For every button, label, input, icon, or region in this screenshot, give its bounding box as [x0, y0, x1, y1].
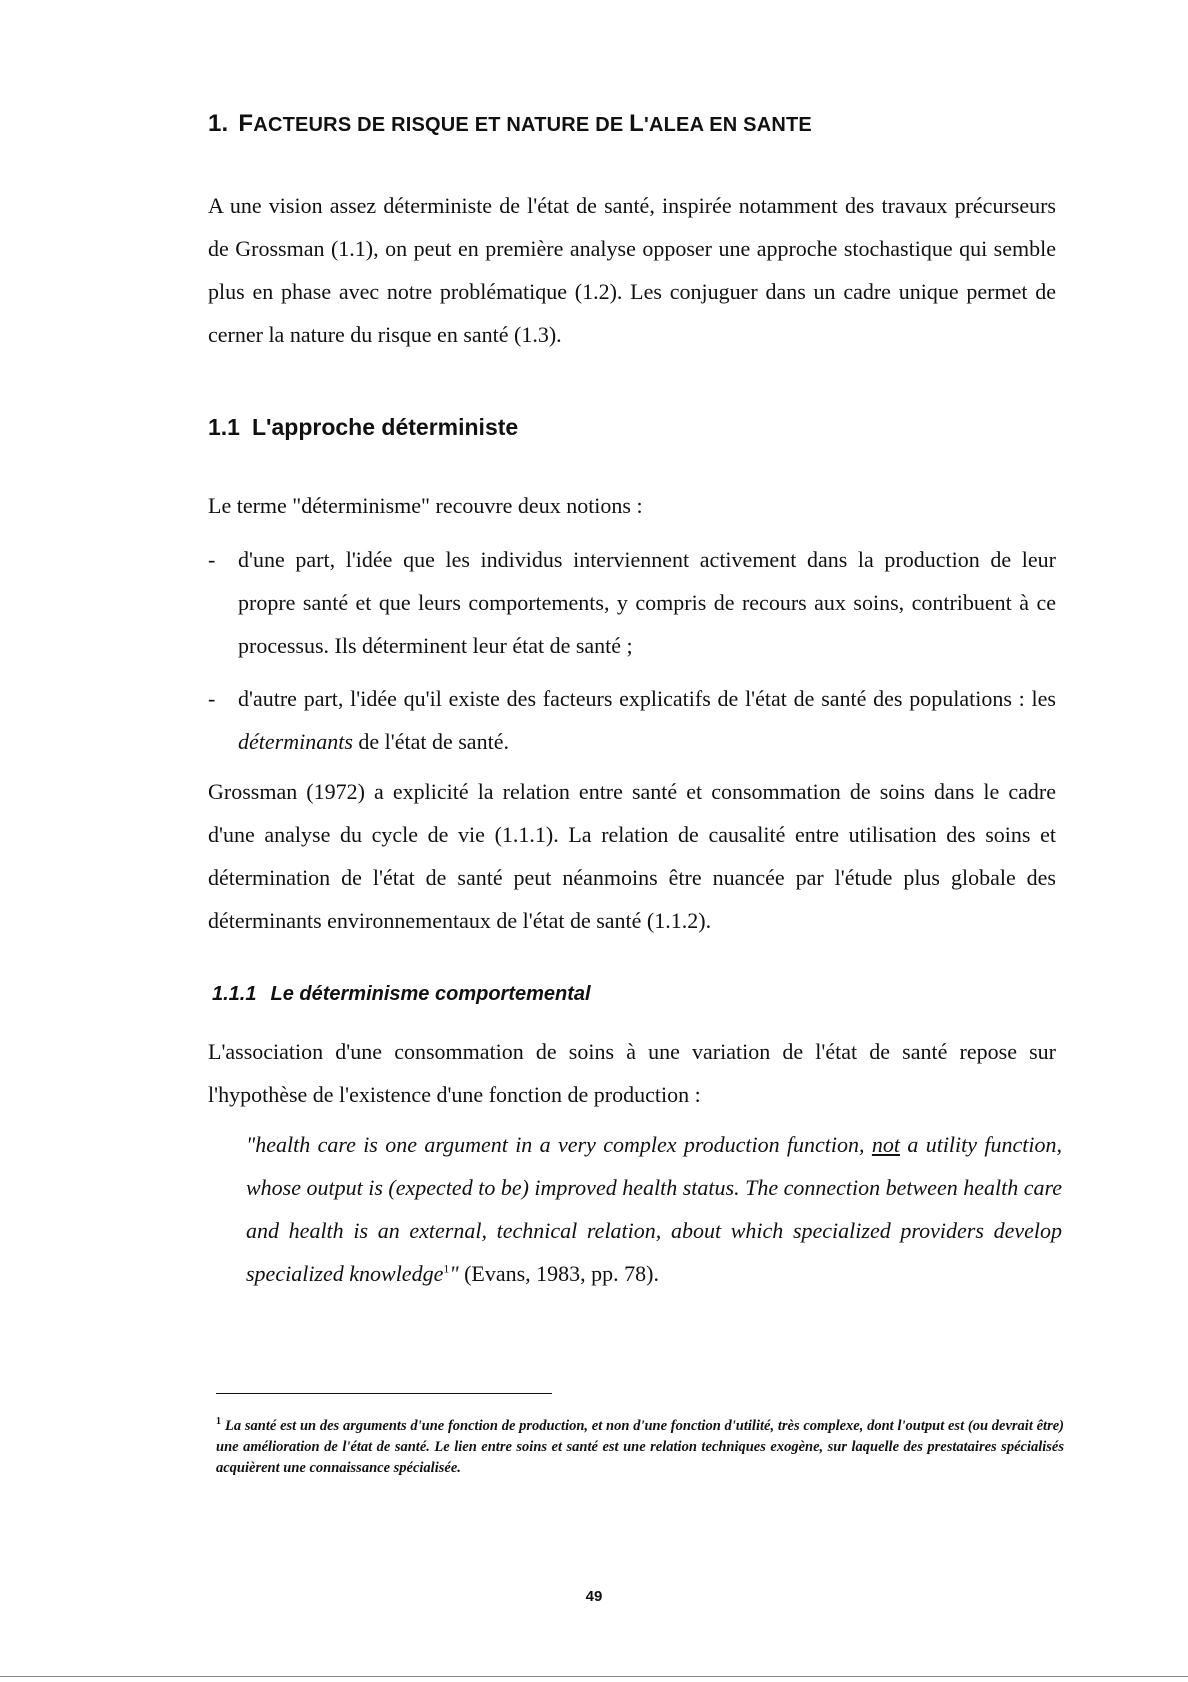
section-heading	[208, 110, 812, 138]
bullet-text-part: d'autre part, l'idée qu'il existe des facteurs explicatifs de l'état de santé des populations : les	[238, 686, 1056, 711]
emphasis-term: déterminants	[238, 729, 353, 754]
subsection-title: L'approche déterministe	[251, 414, 519, 440]
definition-intro: Le terme "déterminisme" recouvre deux notions :	[208, 493, 643, 518]
quote-citation: (Evans, 1983, pp. 78).	[458, 1261, 660, 1286]
subsection-heading	[208, 414, 518, 441]
section-title-initial: F	[238, 110, 254, 137]
quote-text: a utility function, whose output is (expected to be) improved health status. The connection between health care and health is an external, technical relation, about which specialized providers develop specialized knowledge	[246, 1132, 1062, 1286]
intro-paragraph: A une vision assez déterministe de l'état de santé, inspirée notamment des travaux précurseurs de Grossman (1.1), on peut en première analyse opposer une approche stochastique qui semble plus en phase avec notre problématique (1.2). Les conjuguer dans un cadre unique permet de cerner la nature du risque en santé (1.3).	[208, 193, 1056, 347]
subsubsection-number: 1.1.1	[212, 983, 257, 1005]
footnote	[216, 1416, 1064, 1479]
bullet-item-2	[208, 677, 1056, 763]
footnote-marker: 1	[216, 1416, 221, 1428]
footnote-text: La santé est un des arguments d'une fonction de production, et non d'une fonction d'utilité, très complexe, dont l'output est (ou devrait être) une amélioration de l'état de santé. Le lien entre soins et santé est une relation techniques exogène, sur laquelle des prestataires spécialisés acquièrent une connaissance spécialisée.	[216, 1418, 1064, 1476]
page-bottom-rule	[0, 1676, 1188, 1677]
section-title-rest-2: 'ALEA EN SANTE	[644, 114, 812, 136]
bullet-text-part: de l'état de santé.	[352, 729, 509, 754]
subsubsection-title: Le déterminisme comportemental	[270, 983, 591, 1005]
bullet-item-1	[208, 538, 1056, 667]
footnote-reference: 1	[443, 1261, 450, 1276]
page-number: 49	[585, 1588, 603, 1605]
section-number: 1.	[208, 110, 229, 137]
section-title-rest: ACTEURS DE RISQUE ET NATURE DE	[253, 114, 630, 136]
bullet-text: d'une part, l'idée que les individus interviennent activement dans la production de leur propre santé et que leurs comportements, y compris de recours aux soins, contribuent à ce processus. Ils déterminent leur état de santé ;	[238, 547, 1056, 658]
footnote-divider	[216, 1393, 552, 1394]
section-title-initial-2: L	[629, 110, 645, 137]
quote-underlined: not	[871, 1132, 901, 1157]
quote-text: "health care is one argument in a very complex production function,	[246, 1132, 872, 1157]
bullet-dash: -	[208, 547, 216, 572]
bullet-text	[238, 677, 1056, 763]
grossman-paragraph: Grossman (1972) a explicité la relation entre santé et consommation de soins dans le cadre d'une analyse du cycle de vie (1.1.1). La relation de causalité entre utilisation des soins et détermination de l'état de santé peut néanmoins être nuancée par l'étude plus globale des déterminants environnementaux de l'état de santé (1.1.2).	[208, 779, 1056, 933]
association-paragraph: L'association d'une consommation de soins à une variation de l'état de santé repose sur l'hypothèse de l'existence d'une fonction de production :	[208, 1039, 1056, 1107]
block-quote	[246, 1123, 1062, 1295]
bullet-dash: -	[208, 686, 216, 711]
subsubsection-heading	[212, 983, 591, 1006]
subsection-number: 1.1	[208, 414, 240, 440]
quote-close: "	[449, 1261, 459, 1286]
